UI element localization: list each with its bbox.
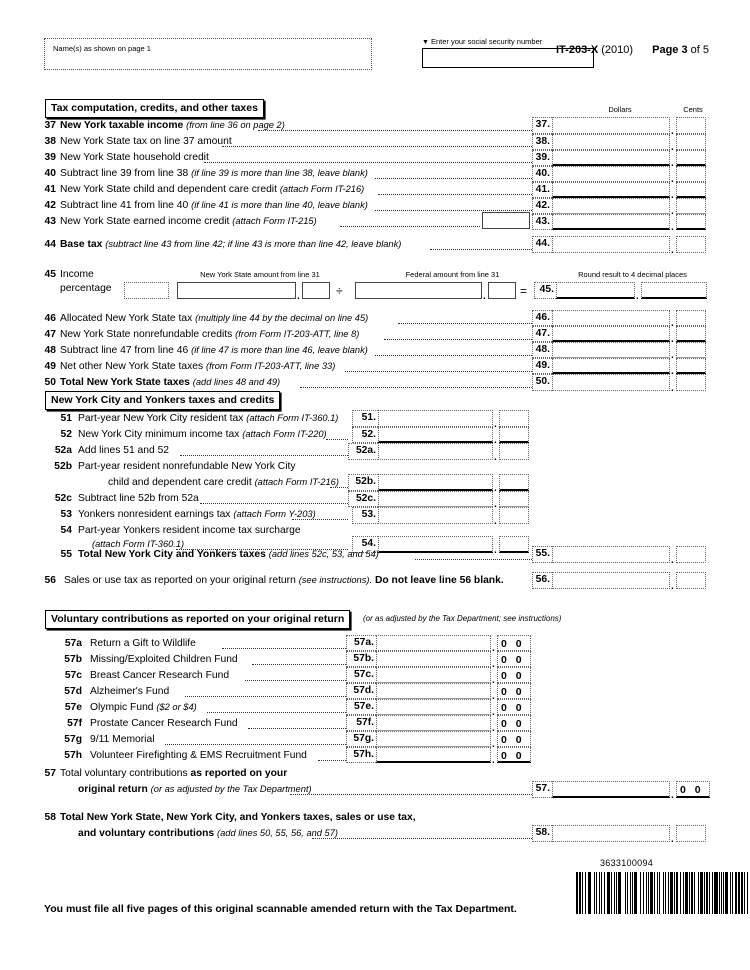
line-number-51: 51 — [60, 413, 72, 424]
caret-down-icon: ▼ — [422, 39, 429, 46]
input-57g-dollars[interactable] — [376, 731, 491, 747]
line-number-54: 54 — [60, 525, 72, 536]
leader-dots-49 — [345, 371, 532, 372]
line-label-58-cont: and voluntary contributions (add lines 50, 55, 56, and 57) — [78, 828, 338, 839]
line-number-46: 46 — [44, 313, 56, 324]
input-58-cents[interactable] — [676, 825, 706, 842]
input-45-result-whole[interactable] — [556, 282, 635, 299]
line-label-41: New York State child and dependent care credit (attach Form IT-216) — [60, 184, 365, 195]
input-51-dollars[interactable] — [378, 410, 493, 427]
line-label-47: New York State nonrefundable credits (from Form IT-203-ATT, line 8) — [60, 329, 360, 340]
box-label-52: 52. — [352, 427, 378, 443]
leader-dots-57 — [290, 794, 532, 795]
section-header-nyc-yonkers: New York City and Yonkers taxes and credits — [45, 391, 280, 410]
line-number-52: 52 — [60, 429, 72, 440]
line-label-55: Total New York City and Yonkers taxes (add lines 52c, 53, and 54) — [78, 549, 379, 560]
leader-dots-38 — [222, 146, 532, 147]
line-number-48: 48 — [44, 345, 56, 356]
line-number-44: 44 — [44, 239, 56, 250]
name-field[interactable] — [44, 38, 372, 70]
leader-dots-53 — [292, 519, 348, 520]
leader-dots-57e — [207, 712, 346, 713]
box-label-57d: 57d. — [346, 683, 376, 699]
line-label-52b-cont: child and dependent care credit (attach Form IT-216) — [108, 477, 339, 488]
box-label-48: 48. — [532, 342, 552, 358]
box-label-50: 50. — [532, 374, 552, 391]
input-57d-dollars[interactable] — [376, 683, 491, 699]
line-43-side-box[interactable] — [482, 212, 530, 229]
input-52a-dollars[interactable] — [378, 443, 493, 460]
input-42-cents[interactable] — [676, 198, 706, 214]
input-57-dollars[interactable] — [552, 781, 670, 798]
form-header — [44, 37, 710, 74]
input-57a-dollars[interactable] — [376, 635, 491, 651]
input-57c-dollars[interactable] — [376, 667, 491, 683]
line-label-40: Subtract line 39 from line 38 (if line 39 is more than line 38, leave blank) — [60, 168, 368, 179]
box-label-57: 57. — [532, 781, 552, 798]
decimal-57f: . — [492, 723, 495, 734]
input-50-dollars[interactable] — [552, 374, 670, 391]
value-57e-cents: 0 0 — [501, 702, 525, 714]
leader-dots-58 — [312, 838, 532, 839]
section-note-voluntary: (or as adjusted by the Tax Department; see instructions) — [363, 614, 562, 623]
line-number-57g: 57g — [64, 734, 82, 745]
box-label-58: 58. — [532, 825, 552, 842]
input-54-cents[interactable] — [499, 536, 529, 553]
decimal-57h: . — [492, 755, 495, 766]
leader-dots-57b — [252, 664, 346, 665]
leader-dots-50 — [300, 387, 532, 388]
input-58-dollars[interactable] — [552, 825, 670, 842]
box-label-38: 38. — [532, 134, 552, 150]
input-54-dollars[interactable] — [378, 536, 493, 553]
page-total: of 5 — [690, 44, 710, 56]
decimal-37: . — [671, 126, 674, 137]
box-label-47: 47. — [532, 326, 552, 342]
line-number-50: 50 — [44, 377, 56, 388]
input-45-nys-dollars[interactable] — [177, 282, 296, 299]
line-label-57f: Prostate Cancer Research Fund — [90, 718, 238, 729]
leader-dots-41 — [378, 194, 532, 195]
decimal-57d: . — [492, 691, 495, 702]
value-57a-cents: 0 0 — [501, 638, 525, 650]
value-57d-cents: 0 0 — [501, 686, 525, 698]
section-header-tax-computation: Tax computation, credits, and other taxes — [45, 99, 264, 118]
filing-notice: You must file all five pages of this original scannable amended return with the Tax Department. — [44, 903, 517, 915]
input-55-dollars[interactable] — [552, 546, 670, 563]
leader-dots-37 — [258, 130, 532, 131]
box-label-57c: 57c. — [346, 667, 376, 683]
input-49-cents[interactable] — [676, 358, 706, 374]
ssn-field-label: ▼ Enter your social security number — [422, 37, 543, 46]
line-label-49: Net other New York State taxes (from Form IT-203-ATT, line 33) — [60, 361, 336, 372]
input-45-federal-dollars[interactable] — [355, 282, 482, 299]
decimal-57c: . — [492, 675, 495, 686]
input-47-dollars[interactable] — [552, 326, 670, 342]
input-44-cents[interactable] — [676, 236, 706, 253]
line-label-57d: Alzheimer's Fund — [90, 686, 170, 697]
box-label-41: 41. — [532, 182, 552, 198]
line-label-45b: percentage — [60, 283, 112, 294]
input-49-dollars[interactable] — [552, 358, 670, 374]
line-label-54-cont: (attach Form IT-360.1) — [92, 539, 185, 549]
line-number-45: 45 — [44, 269, 56, 280]
box-label-52c: 52c. — [348, 491, 378, 507]
input-57h-dollars[interactable] — [376, 747, 491, 763]
input-57f-dollars[interactable] — [376, 715, 491, 731]
box-label-52a: 52a. — [348, 443, 378, 460]
decimal-57g: . — [492, 739, 495, 750]
line-number-37: 37 — [44, 120, 56, 131]
value-57g-cents: 0 0 — [501, 734, 525, 746]
box-label-57h: 57h. — [346, 747, 376, 763]
decimal-57a: . — [492, 643, 495, 654]
input-43-cents[interactable] — [676, 214, 706, 230]
input-37-dollars[interactable] — [552, 117, 670, 134]
line-label-52: New York City minimum income tax (attach Form IT-220) — [78, 429, 327, 440]
leader-dots-57c — [245, 680, 346, 681]
input-41-dollars[interactable] — [552, 182, 670, 198]
value-57-cents: 0 0 — [680, 784, 704, 796]
input-45-percentage[interactable] — [124, 282, 169, 299]
box-label-46: 46. — [532, 310, 552, 326]
decimal-44: . — [671, 245, 674, 256]
page-word: Page — [652, 44, 679, 56]
value-57f-cents: 0 0 — [501, 718, 525, 730]
box-label-52b: 52b. — [348, 474, 378, 491]
form-identifier — [556, 44, 709, 56]
input-53-cents[interactable] — [499, 507, 529, 524]
line-label-48: Subtract line 47 from line 46 (if line 47 is more than line 46, leave blank) — [60, 345, 368, 356]
line-number-58: 58 — [44, 812, 56, 823]
line-label-52a: Add lines 51 and 52 — [78, 445, 170, 456]
column-header-cents: Cents — [683, 105, 703, 114]
page-number: 3 — [681, 44, 688, 56]
line-number-52b: 52b — [54, 461, 72, 472]
box-label-40: 40. — [532, 166, 552, 182]
input-41-cents[interactable] — [676, 182, 706, 198]
line-label-46: Allocated New York State tax (multiply line 44 by the decimal on line 45) — [60, 313, 369, 324]
line-number-57e: 57e — [64, 702, 82, 713]
box-label-55: 55. — [532, 546, 552, 563]
input-47-cents[interactable] — [676, 326, 706, 342]
decimal-42: . — [671, 206, 674, 217]
box-label-51: 51. — [352, 410, 378, 427]
line-number-57a: 57a — [64, 638, 82, 649]
leader-dots-39 — [204, 162, 532, 163]
decimal-52c: . — [494, 499, 497, 510]
input-52a-cents[interactable] — [499, 443, 529, 460]
box-label-57f: 57f. — [346, 715, 376, 731]
input-45-federal-cents[interactable] — [488, 282, 516, 299]
box-label-57a: 57a. — [346, 635, 376, 651]
decimal-56: . — [671, 581, 674, 592]
line-label-57g: 9/11 Memorial — [90, 734, 155, 745]
decimal-38: . — [671, 142, 674, 153]
decimal-49: . — [671, 366, 674, 377]
name-field-label: Name(s) as shown on page 1 — [53, 44, 151, 53]
input-38-cents[interactable] — [676, 134, 706, 150]
line-number-40: 40 — [44, 168, 56, 179]
divide-icon: ÷ — [336, 284, 343, 298]
leader-dots-44 — [430, 249, 532, 250]
line-label-53: Yonkers nonresident earnings tax (attach Form Y-203) — [78, 509, 316, 520]
line-label-43: New York State earned income credit (attach Form IT-215) — [60, 216, 317, 227]
box-label-53: 53. — [352, 507, 378, 524]
line-label-57a: Return a Gift to Wildlife — [90, 638, 196, 649]
input-57b-dollars[interactable] — [376, 651, 491, 667]
leader-dots-57a — [222, 648, 346, 649]
line-number-52a: 52a — [54, 445, 72, 456]
line-label-52c: Subtract line 52b from 52a — [78, 493, 199, 504]
line-number-56: 56 — [44, 575, 56, 586]
input-45-nys-cents[interactable] — [302, 282, 330, 299]
leader-dots-57d — [185, 696, 346, 697]
leader-dots-43 — [340, 226, 480, 227]
leader-dots-52b — [330, 487, 348, 488]
decimal-48: . — [671, 350, 674, 361]
box-label-45: 45. — [534, 282, 556, 299]
leader-dots-48 — [375, 355, 532, 356]
barcode — [576, 872, 748, 914]
decimal-45-fed: . — [483, 291, 486, 302]
leader-dots-42 — [375, 210, 532, 211]
input-39-dollars[interactable] — [552, 150, 670, 166]
box-label-43: 43. — [532, 214, 552, 230]
decimal-57b: . — [492, 659, 495, 670]
form-number: IT-203-X — [556, 44, 599, 56]
leader-dots-52a — [180, 455, 348, 456]
input-46-cents[interactable] — [676, 310, 706, 326]
input-37-cents[interactable] — [676, 117, 706, 134]
input-46-dollars[interactable] — [552, 310, 670, 326]
decimal-45-nys: . — [297, 291, 300, 302]
box-label-57b: 57b. — [346, 651, 376, 667]
decimal-58: . — [671, 834, 674, 845]
equals-icon: = — [520, 284, 528, 298]
input-44-dollars[interactable] — [552, 236, 670, 253]
input-39-cents[interactable] — [676, 150, 706, 166]
leader-dots-57g — [165, 744, 346, 745]
line-label-51: Part-year New York City resident tax (attach Form IT-360.1) — [78, 413, 339, 424]
line-number-57: 57 — [44, 768, 56, 779]
leader-dots-40 — [375, 178, 532, 179]
line-number-52c: 52c — [54, 493, 72, 504]
line-label-58: Total New York State, New York City, and Yonkers taxes, sales or use tax, — [60, 812, 416, 823]
input-52b-dollars[interactable] — [378, 474, 493, 491]
line-label-57e: Olympic Fund ($2 or $4) — [90, 702, 197, 713]
caption-round-4-decimals: Round result to 4 decimal places — [578, 270, 687, 279]
input-52-cents[interactable] — [499, 427, 529, 443]
input-38-dollars[interactable] — [552, 134, 670, 150]
line-number-47: 47 — [44, 329, 56, 340]
caption-nys-amount: New York State amount from line 31 — [200, 270, 320, 279]
line-label-39: New York State household credit — [60, 152, 209, 163]
line-number-42: 42 — [44, 200, 56, 211]
decimal-53: . — [494, 516, 497, 527]
input-53-dollars[interactable] — [378, 507, 493, 524]
input-42-dollars[interactable] — [552, 198, 670, 214]
input-52b-cents[interactable] — [499, 474, 529, 491]
value-57b-cents: 0 0 — [501, 654, 525, 666]
column-header-dollars: Dollars — [608, 105, 632, 114]
form-year: (2010) — [601, 44, 634, 56]
box-label-44: 44. — [532, 236, 552, 253]
decimal-41: . — [671, 190, 674, 201]
input-48-dollars[interactable] — [552, 342, 670, 358]
line-label-57c: Breast Cancer Research Fund — [90, 670, 230, 681]
decimal-43: . — [671, 222, 674, 233]
input-55-cents[interactable] — [676, 546, 706, 563]
value-57c-cents: 0 0 — [501, 670, 525, 682]
input-50-cents[interactable] — [676, 374, 706, 391]
line-label-54: Part-year Yonkers resident income tax surcharge — [78, 525, 301, 536]
section-header-voluntary: Voluntary contributions as reported on your original return — [45, 610, 350, 629]
value-57h-cents: 0 0 — [501, 750, 525, 762]
box-label-49: 49. — [532, 358, 552, 374]
line-number-39: 39 — [44, 152, 56, 163]
input-48-cents[interactable] — [676, 342, 706, 358]
leader-dots-46 — [398, 323, 532, 324]
line-label-52b: Part-year resident nonrefundable New York City — [78, 461, 296, 472]
input-57e-dollars[interactable] — [376, 699, 491, 715]
line-number-43: 43 — [44, 216, 56, 227]
box-label-39: 39. — [532, 150, 552, 166]
line-number-49: 49 — [44, 361, 56, 372]
line-label-45a: Income — [60, 269, 94, 280]
decimal-51: . — [494, 419, 497, 430]
input-40-dollars[interactable] — [552, 166, 670, 182]
decimal-57e: . — [492, 707, 495, 718]
line-label-50: Total New York State taxes (add lines 48 and 49) — [60, 377, 281, 388]
line-number-55: 55 — [60, 549, 72, 560]
input-52c-dollars[interactable] — [378, 491, 493, 507]
box-label-57g: 57g. — [346, 731, 376, 747]
input-43-dollars[interactable] — [552, 214, 670, 230]
line-label-42: Subtract line 41 from line 40 (if line 41 is more than line 40, leave blank) — [60, 200, 368, 211]
box-label-37: 37. — [532, 117, 552, 134]
line-label-57b: Missing/Exploited Children Fund — [90, 654, 238, 665]
barcode-number: 3633100094 — [600, 858, 654, 868]
leader-dots-52 — [326, 439, 348, 440]
decimal-50: . — [671, 383, 674, 394]
line-label-56: Sales or use tax as reported on your original return (see instructions). Do not leave line 56 blank. — [64, 575, 504, 586]
line-number-57c: 57c — [64, 670, 82, 681]
decimal-57: . — [671, 790, 674, 801]
line-label-44: Base tax (subtract line 43 from line 42; if line 43 is more than line 42, leave blank) — [60, 239, 402, 250]
input-56-cents[interactable] — [676, 572, 706, 589]
input-45-result-decimal[interactable] — [641, 282, 707, 299]
decimal-45-result: . — [636, 291, 639, 302]
decimal-39: . — [671, 158, 674, 169]
box-label-56: 56. — [532, 572, 552, 589]
line-number-41: 41 — [44, 184, 56, 195]
decimal-55: . — [671, 555, 674, 566]
input-52-dollars[interactable] — [378, 427, 493, 443]
leader-dots-52c — [200, 503, 348, 504]
decimal-40: . — [671, 174, 674, 185]
line-label-57h: Volunteer Firefighting & EMS Recruitment Fund — [90, 750, 307, 761]
input-51-cents[interactable] — [499, 410, 529, 427]
line-label-37: New York taxable income (from line 36 on page 2) — [60, 120, 285, 131]
box-label-54: 54. — [352, 536, 378, 553]
decimal-46: . — [671, 318, 674, 329]
input-52c-cents[interactable] — [499, 491, 529, 507]
line-number-57h: 57h — [64, 750, 82, 761]
leader-dots-57h — [318, 760, 346, 761]
line-label-38: New York State tax on line 37 amount — [60, 136, 232, 147]
line-number-57d: 57d — [64, 686, 82, 697]
leader-dots-57f — [248, 728, 346, 729]
input-56-dollars[interactable] — [552, 572, 670, 589]
leader-dots-55 — [415, 559, 532, 560]
decimal-52b: . — [494, 483, 497, 494]
line-number-53: 53 — [60, 509, 72, 520]
box-label-57e: 57e. — [346, 699, 376, 715]
line-number-38: 38 — [44, 136, 56, 147]
line-label-57: Total voluntary contributions as reported on your — [60, 768, 288, 779]
decimal-52: . — [494, 435, 497, 446]
caption-federal-amount: Federal amount from line 31 — [405, 270, 500, 279]
decimal-54: . — [494, 545, 497, 556]
line-label-57-cont: original return (or as adjusted by the Tax Department) — [78, 784, 312, 795]
line-number-57f: 57f — [67, 718, 82, 729]
leader-dots-47 — [384, 339, 532, 340]
decimal-47: . — [671, 334, 674, 345]
input-40-cents[interactable] — [676, 166, 706, 182]
box-label-42: 42. — [532, 198, 552, 214]
decimal-52a: . — [494, 452, 497, 463]
line-number-57b: 57b — [64, 654, 82, 665]
